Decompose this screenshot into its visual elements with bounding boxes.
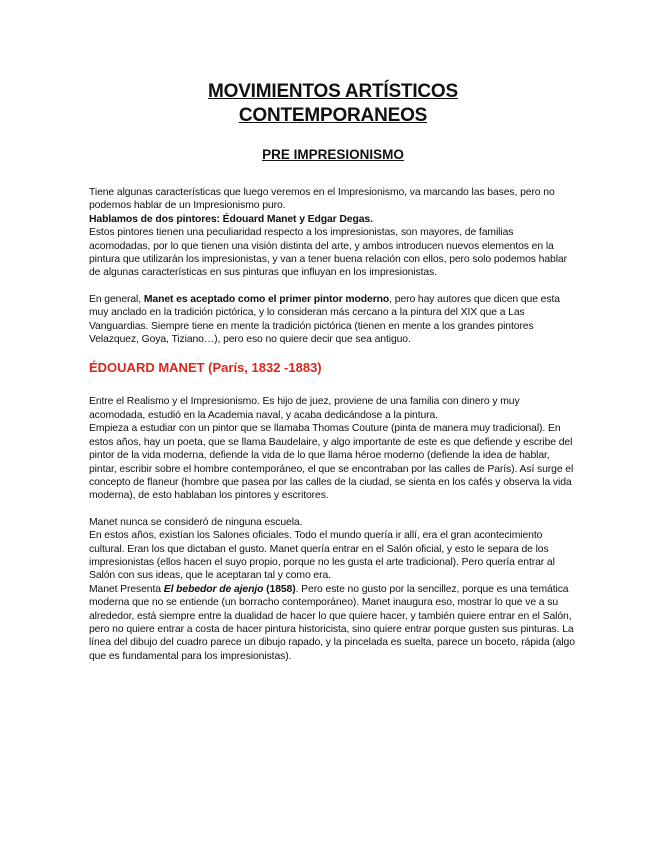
manet-paragraph-1: Entre el Realismo y el Impresionismo. Es hijo de juez, proviene de una familia con dinero y muy acomodada, estudió en la Academia naval, y acaba dedicándose a la pintura. [89, 396, 520, 421]
intro-p4-post: , pero hay autores que dicen que esta muy anclado en la tradición pictórica, y lo consideran más cercano a la pintura del XIX que a Las Vanguardias. Siempre tiene en mente la tradición pictórica (tienen en mente a los grandes pintores Velazquez, Goya, Tiziano…), pero eso no quiere decir que sea antiguo. [89, 293, 560, 346]
intro-p4-pre: En general, [89, 293, 144, 305]
intro-paragraph-2: Hablamos de dos pintores: Édouard Manet y Edgar Degas. [89, 213, 373, 225]
manet-paragraph-4: En estos años, existían los Salones oficiales. Todo el mundo quería ir allí, era el gran acontecimiento cultural. Eran los que dictaban el gusto. Manet quería entrar en el Salón oficial, y esto le separa de los impresionistas (ellos hacen el suyo propio, porque no les gusta el arte tradicional). Pero quería entrar al Salón con sus ideas, que le aceptaran tal y como era. [89, 530, 555, 582]
title-line-1: MOVIMIENTOS ARTÍSTICOS [207, 81, 458, 102]
manet-p5-pre: Manet Presenta [89, 583, 164, 595]
document-title [89, 80, 577, 128]
section-heading-pre-impresionismo: PRE IMPRESIONISMO [262, 147, 404, 162]
section-heading-manet: ÉDOUARD MANET (París, 1832 -1883) [89, 360, 322, 376]
intro-paragraph-4 [89, 293, 577, 347]
title-line-2: CONTEMPORANEOS [238, 105, 428, 126]
artwork-year: (1858) [263, 583, 296, 595]
manet-paragraph-2: Empieza a estudiar con un pintor que se llamaba Thomas Couture (pinta de manera muy tradicional). En estos años, hay un poeta, que se llama Baudelaire, y algo importante de este es que defiende y escribe del pintor de la vida moderna, defiende la vida de lo que llama héroe moderno (defiende la idea de hablar, pintar, escribir sobre el hombre contemporáneo, el que se encontraban por las calles de París). Así surge el concepto de flaneur (hombre que pasea por las calles de la ciudad, se sienta en los cafés y observa la vida moderna), de esto hablaban los pintores y escritores. [89, 423, 574, 502]
manet-p5-post: . Pero este no gusto por la sencillez, porque es una temática moderna que no se entiende (un borracho contemporáneo). Manet inaugura eso, mostrar lo que ve a su alrededor, está siempre entre la dualidad de hacer lo que quiere hacer, y también quiere entrar en el Salón, pero no quiere entrar a costa de hacer pintura historicista, sino quiere entrar porque gusten sus pinturas. La línea del dibujo del cuadro parece un dibujo rapado, y la pincelada es suelta, parece un boceto, rápida (algo que es fundamental para los impresionistas). [89, 583, 575, 662]
artwork-title: El bebedor de ajenjo [163, 583, 264, 595]
manet-paragraph-3: Manet nunca se consideró de ninguna escuela. [89, 516, 303, 528]
manet-paragraph-5 [89, 583, 577, 663]
intro-p4-bold: Manet es aceptado como el primer pintor moderno [143, 293, 390, 305]
intro-paragraph-3: Estos pintores tienen una peculiaridad respecto a los impresionistas, son mayores, de familias acomodadas, por lo que tienen una visión distinta del arte, y ambos introducen nuevos elementos en la pintura que utilizarán los impresionistas, y van a tener buena relación con ellos, pero solo podemos hablar de algunas características en sus pinturas que influyan en los impresionistas. [89, 227, 567, 279]
intro-paragraph-1: Tiene algunas características que luego veremos en el Impresionismo, va marcando las bases, pero no podemos hablar de un Impresionismo puro. [89, 187, 555, 212]
